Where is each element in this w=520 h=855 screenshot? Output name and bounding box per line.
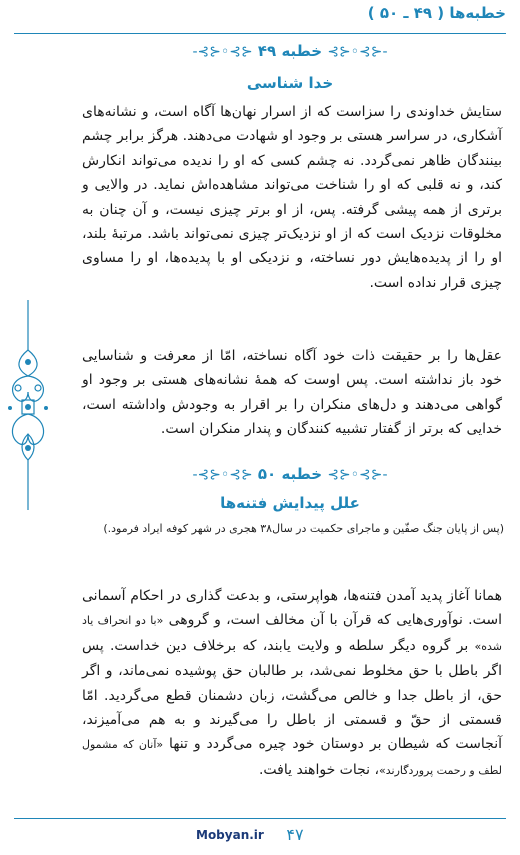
body-note-1: «با دو انحراف یاد شده» [82,614,502,653]
footer-rule [14,818,506,819]
sermon-50-title: خطبه ۵۰ [257,465,323,483]
header-rule [14,33,506,34]
body-text-2: بر گروه دیگر سلطه و ولایت یابند، که برخلاف دین خداست. پس اگر باطل با حق مخلوط نمی‌شد، بر طالبان حق پوشیده نمی‌ماند، و اگر حق، از باطل جدا و خالص می‌گشت، زبان دشمنان قطع می‌گردید. امّا قسمتی از حقّ و قسمتی از باطل را می‌گیرند و به هم می‌آمیزند، آنجاست که شیطان بر دوستان خود چیره می‌گردد و تنها [82,637,502,753]
sermon-49-subtitle: خدا شناسی [246,74,334,92]
body-text-1: همانا آغاز پدید آمدن فتنه‌ها، هواپرستی، و بدعت گذاری در احکام آسمانی است. نوآوری‌هایی که قرآن با آن مخالف است، و گروهی [82,588,502,629]
sermon-49-title-line [90,42,490,60]
running-head-title: خطبه‌ها ( ۴۹ ـ ۵۰ ) [367,4,506,22]
side-floral-ornament [4,300,52,510]
sermon-49-paragraph-2: عقل‌ها را بر حقیقت ذات خود آگاه نساخته، امّا از معرفت و شناسایی خود باز نداشته است. پس اوست که همهٔ نشانه‌های هستی بر وجود او گواهی می‌دهند و دل‌های منکران را بر اقرار به وجودش واداشته است، خدایی که برتر از گفتار تشبیه کنندگان و پندار منکران است. [82,348,502,438]
sermon-50-subtitle: علل پیدایش فتنه‌ها [220,494,360,512]
sermon-50-intro-note: (پس از پایان جنگ صفّین و ماجرای حکمیت در سال۳۸ هجری در شهر کوفه ایراد فرمود.) [103,522,504,535]
body-note-2: «آنان که مشمول لطف و رحمت پروردگارند» [82,738,502,777]
site-watermark: Mobyan.ir [196,828,264,842]
sermon-50-title-line [90,465,490,483]
right-flourish-ornament: ⊰⊱◦⊰⊱- [192,44,253,60]
sermon-49-title: خطبه ۴۹ [257,42,323,60]
left-flourish-ornament: -⊰⊱◦⊰⊱ [327,467,388,483]
body-text-3: ، نجات خواهند یافت. [258,761,380,778]
left-flourish-ornament: -⊰⊱◦⊰⊱ [327,44,388,60]
page-number: ۴۷ [286,825,304,844]
sermon-50-body [82,584,502,783]
right-flourish-ornament: ⊰⊱◦⊰⊱- [192,467,253,483]
sermon-49-paragraph-1: ستایش خداوندی را سزاست که از اسرار نهان‌ها آگاه است، و نشانه‌های آشکاری، در سراسر هستی بر وجود او شهادت می‌دهند. هرگز برابر چشم بینندگان ظاهر نمی‌گردد. نه چشم کسی که او را ندیده می‌تواند انکارش کند، و نه قلبی که او را شناخت می‌تواند مشاهده‌اش نماید. در والایی و برتری از همه پیشی گرفته. پس، از او برتر چیزی نیست، و آن چنان به مخلوقات نزدیک است که از او نزدیک‌تر چیزی نمی‌تواند باشد. مرتبهٔ بلند، او را از پدیده‌هایش دور نساخته، و نزدیکی او با پدیده‌ها، او را مساوی چیزی قرار نداده است. [82,104,502,291]
